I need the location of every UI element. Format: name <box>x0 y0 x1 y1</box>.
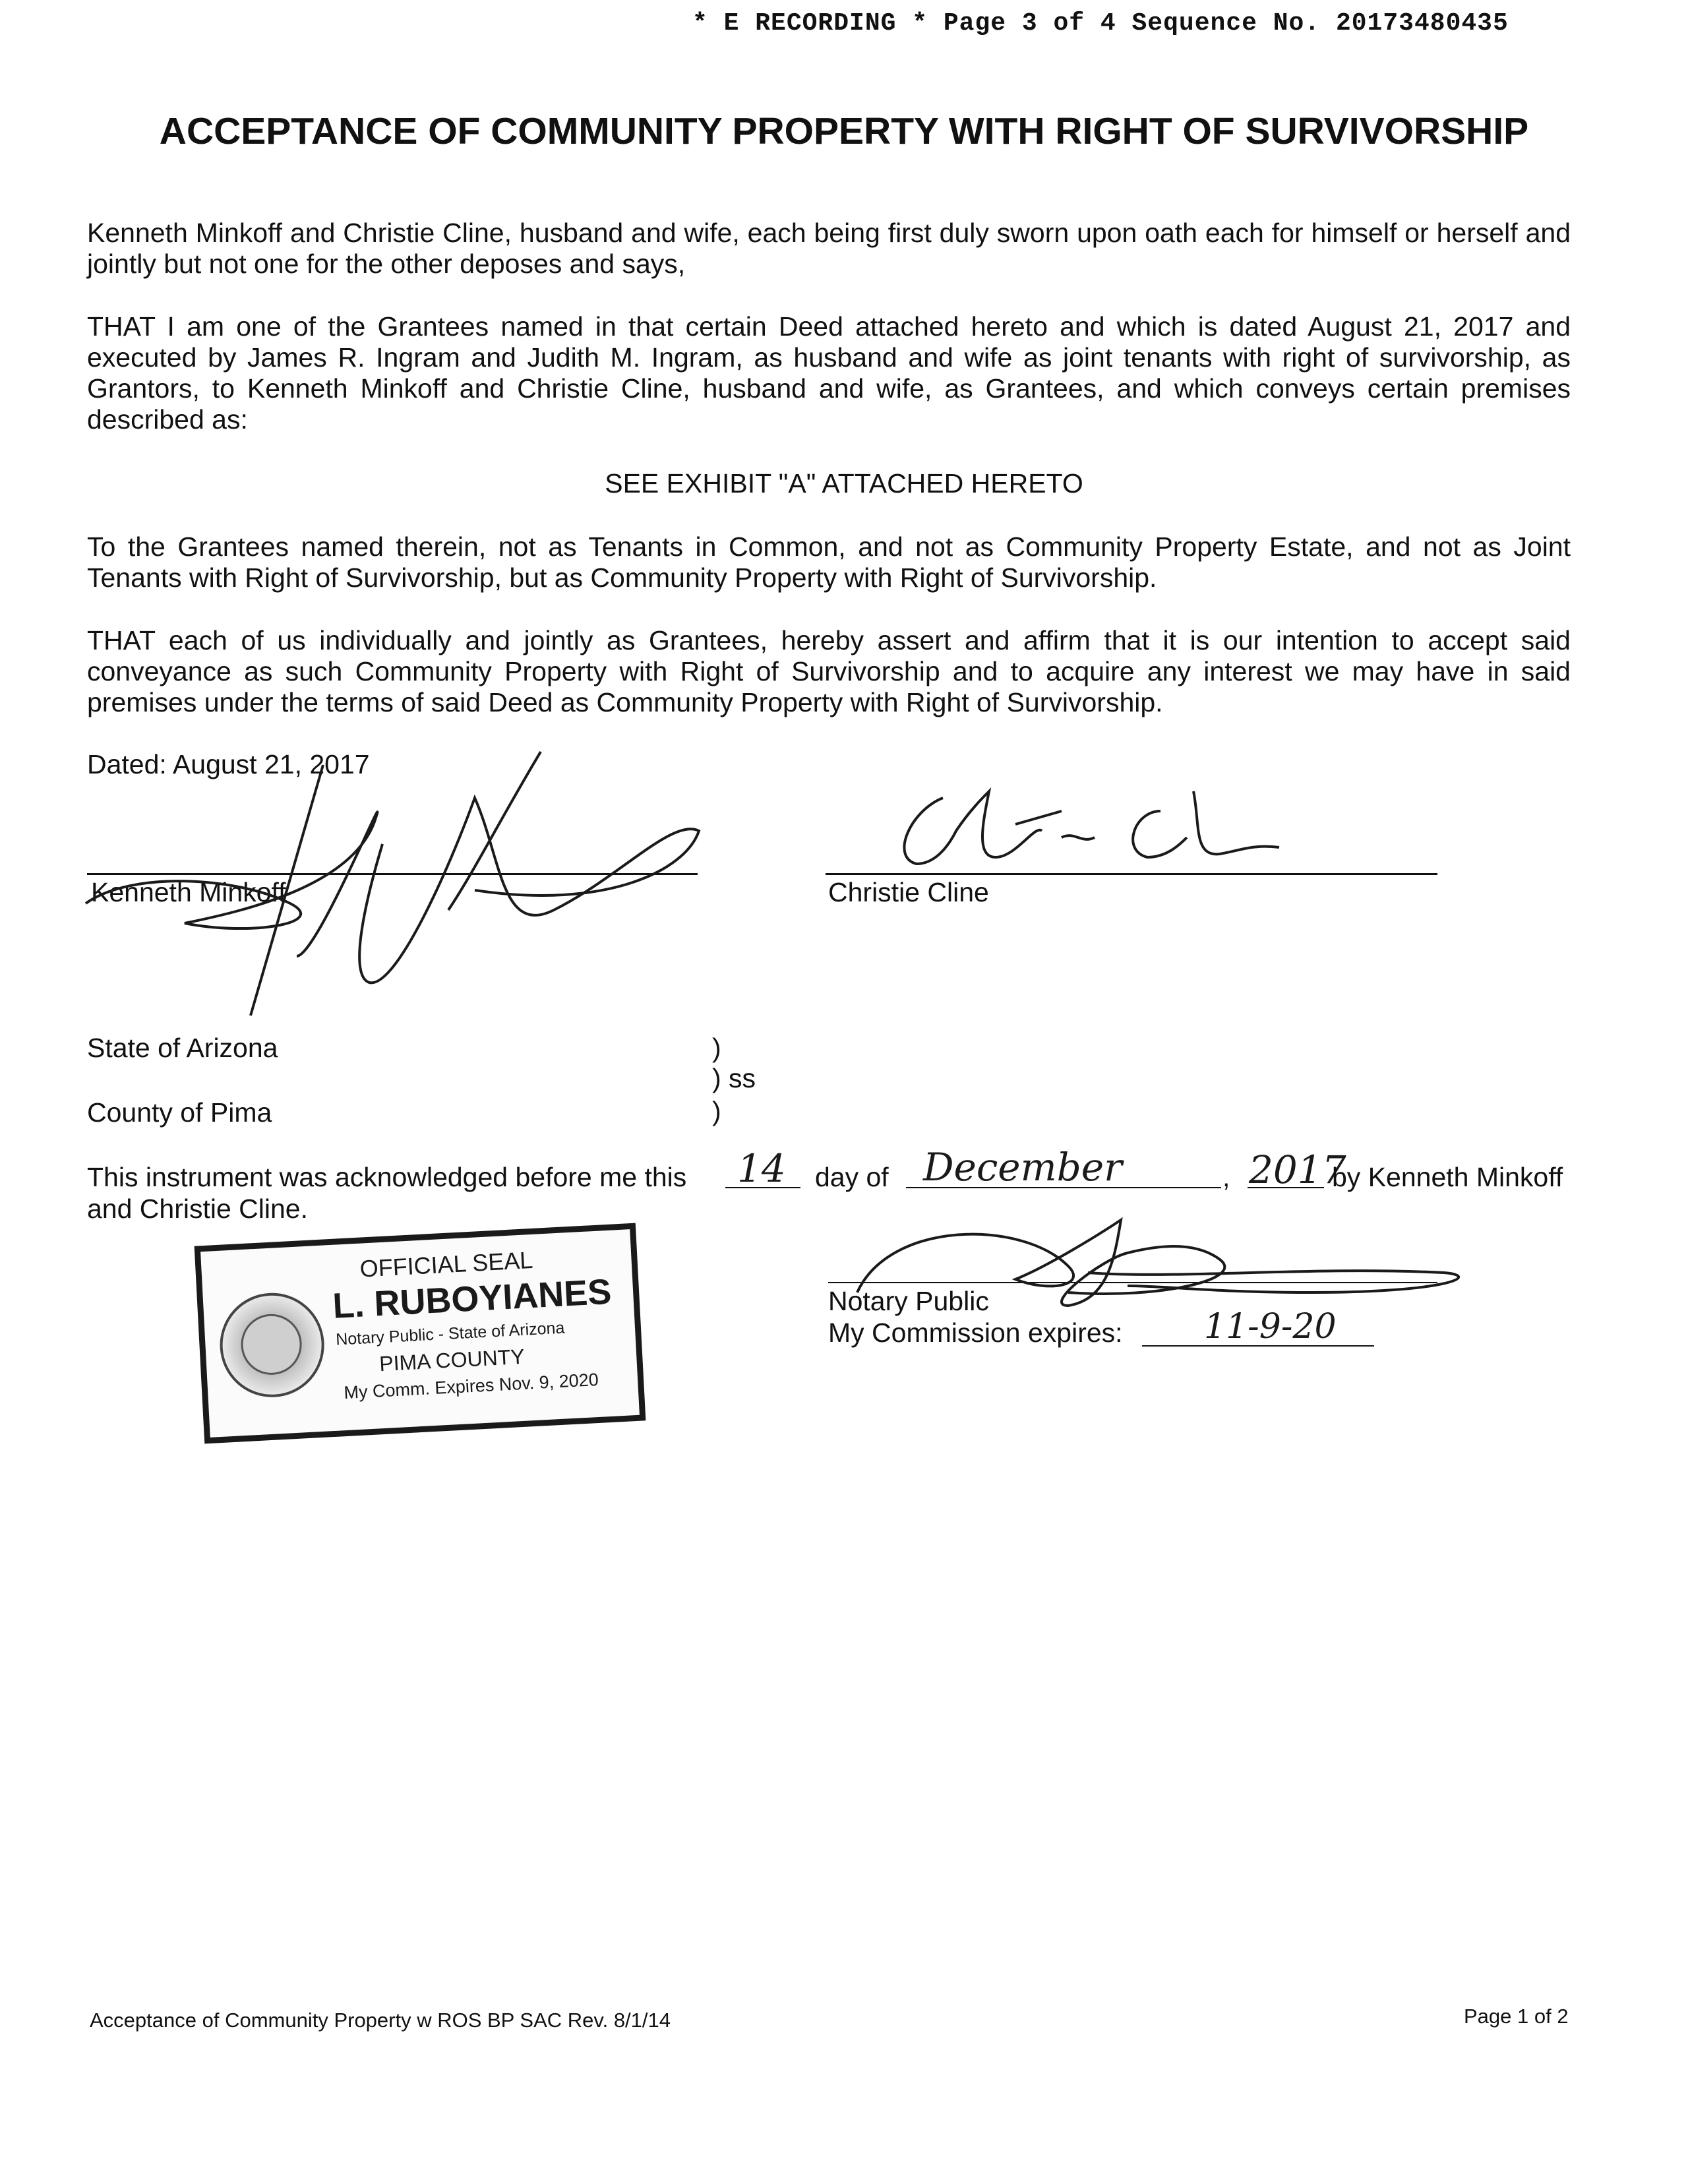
seal-expiration: My Comm. Expires Nov. 9, 2020 <box>343 1369 599 1403</box>
christie-signature <box>884 785 1292 877</box>
venue-paren-top: ) <box>712 1033 721 1063</box>
paragraph-grantees: To the Grantees named therein, not as Tenants in Common, and not as Community Property Estate, and not as Joint Tenants with Right of Survivorship, but as Community Property with Right of Survivorship. <box>87 531 1571 593</box>
seal-notary-state: Notary Public - State of Arizona <box>335 1318 565 1349</box>
county-of-pima: County of Pima <box>87 1097 272 1128</box>
acknowledgment-line2: and Christie Cline. <box>87 1194 308 1224</box>
dated-line: Dated: August 21, 2017 <box>87 749 370 779</box>
month-handwritten: December <box>923 1145 1122 1190</box>
day-of-label: day of <box>815 1162 889 1192</box>
acknowledgment-text: This instrument was acknowledged before me this <box>87 1162 687 1192</box>
paragraph-affirmation: THAT each of us individually and jointly as Grantees, hereby assert and affirm that it is our intention to accept said conveyance as such Community Property with Right of Survivorship and to acquire any interest we may have in said premises under the terms of said Deed as Community Property with Right of Survivorship. <box>87 625 1571 717</box>
day-handwritten: 14 <box>737 1146 786 1191</box>
year-handwritten: 2017 <box>1249 1147 1346 1192</box>
page-number: Page 1 of 2 <box>1464 2005 1569 2028</box>
acknowledgment-by: by Kenneth Minkoff <box>1332 1162 1563 1192</box>
notary-public-label: Notary Public <box>828 1286 989 1316</box>
exhibit-reference: SEE EXHIBIT "A" ATTACHED HERETO <box>605 468 1083 499</box>
state-of-arizona: State of Arizona <box>87 1033 278 1063</box>
seal-official-seal: OFFICIAL SEAL <box>359 1246 534 1283</box>
paragraph-sworn: Kenneth Minkoff and Christie Cline, husband and wife, each being first duly sworn upon oath each for himself or herself and jointly but not one for the other deposes and says, <box>87 218 1571 279</box>
arizona-seal-emblem <box>218 1290 327 1400</box>
venue-ss: ) ss <box>712 1063 756 1093</box>
christie-cline-name: Christie Cline <box>828 877 989 907</box>
month-comma: , <box>1222 1162 1230 1192</box>
seal-county: PIMA COUNTY <box>378 1344 526 1376</box>
kenneth-signature <box>79 739 804 989</box>
recording-header: * E RECORDING * Page 3 of 4 Sequence No. 20173480435 <box>692 9 1509 38</box>
paragraph-deed: THAT I am one of the Grantees named in that certain Deed attached hereto and which is dated August 21, 2017 and executed by James R. Ingram and Judith M. Ingram, as husband and wife as joint tenants with right of survivorship, as Grantors, to Kenneth Minkoff and Christie Cline, husband and wife, as Grantees, and which conveys certain premises described as: <box>87 311 1571 435</box>
venue-paren-bottom: ) <box>712 1096 721 1126</box>
document-title: ACCEPTANCE OF COMMUNITY PROPERTY WITH RIGHT OF SURVIVORSHIP <box>159 110 1529 152</box>
form-footer: Acceptance of Community Property w ROS BP SAC Rev. 8/1/14 <box>90 2009 671 2032</box>
official-seal-stamp <box>195 1223 646 1444</box>
notary-signature <box>851 1194 1484 1339</box>
seal-notary-name: L. RUBOYIANES <box>332 1271 613 1326</box>
commission-expires-label: My Commission expires: <box>828 1318 1123 1348</box>
kenneth-minkoff-name: Kenneth Minkoff <box>91 877 286 907</box>
commission-handwritten: 11-9-20 <box>1204 1307 1337 1347</box>
